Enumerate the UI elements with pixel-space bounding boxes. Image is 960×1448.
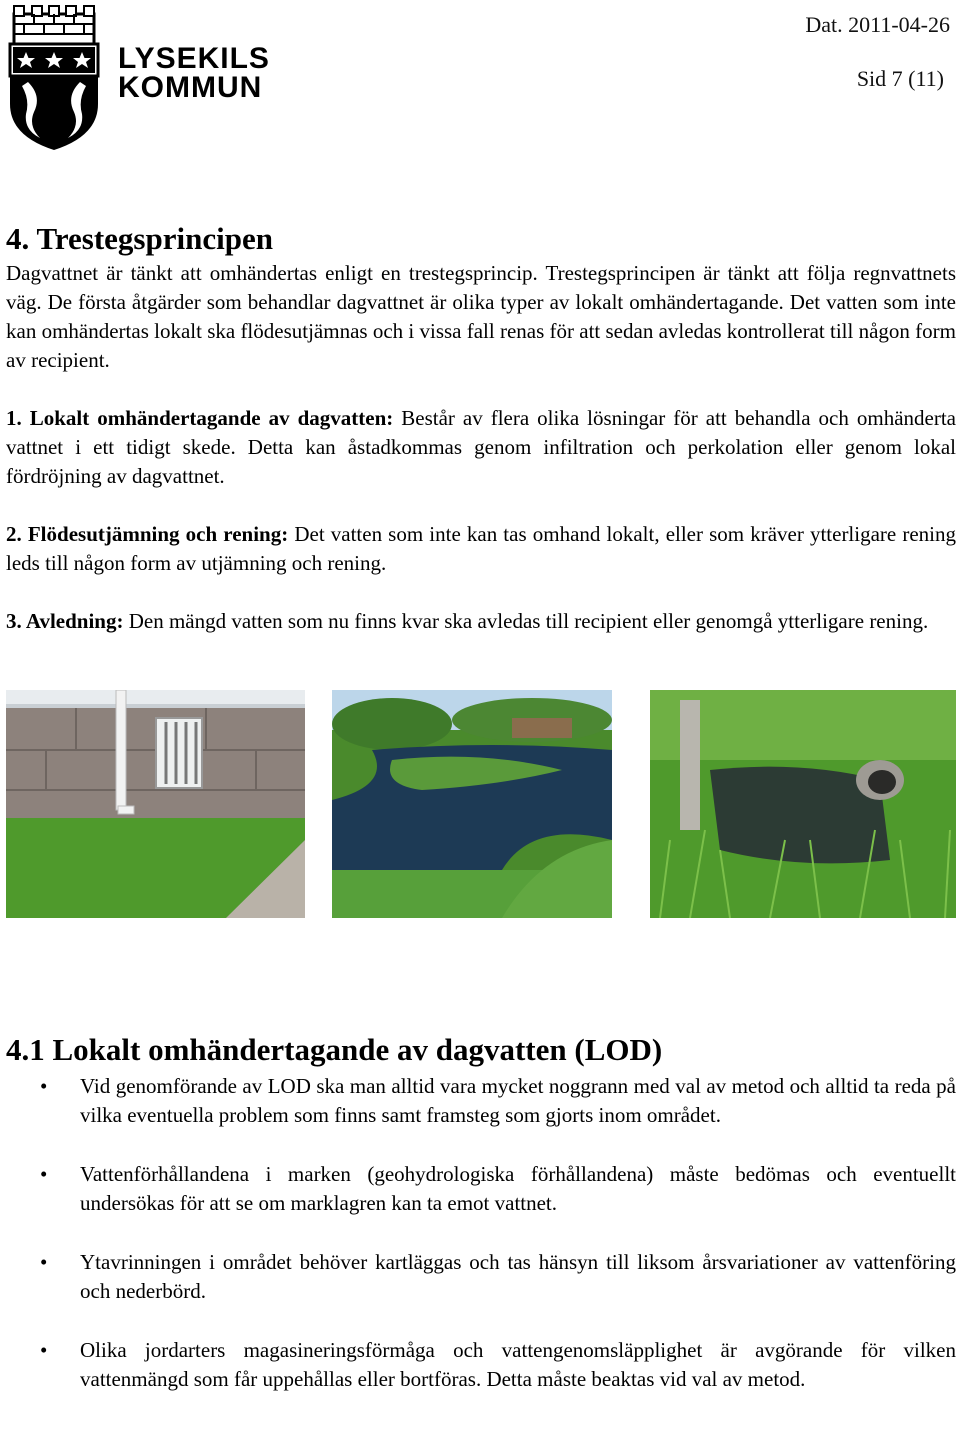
list-item xyxy=(0,1248,956,1306)
step-2-text: Det vatten som inte kan tas omhand lokalt, eller som kräver ytterligare rening leds till någon form av utjämning och rening. xyxy=(6,522,956,575)
step-1-text: Består av flera olika lösningar för att behandla och omhänderta vattnet i ett tidigt skede. Detta kan åstadkommas genom infiltration och perkolation eller genom lokal fördröjning av dagvattnet. xyxy=(6,406,956,488)
list-item-text: Vid genomförande av LOD ska man alltid vara mycket noggrann med val av metod och alltid ta reda på vilka eventuella problem som finns samt framsteg som gjorts inom området. xyxy=(80,1074,956,1127)
step-3-label: 3. Avledning: xyxy=(6,609,124,633)
photo-house-downpipe xyxy=(6,690,305,918)
step-1-label: 1. Lokalt omhändertagande av dagvatten: xyxy=(6,406,394,430)
bullet-icon: • xyxy=(40,1162,48,1186)
list-item xyxy=(0,1160,956,1218)
subsection-title: 4.1 Lokalt omhändertagande av dagvatten (LOD) xyxy=(6,1032,663,1067)
photo-pond xyxy=(332,690,612,918)
section-title: 4. Trestegsprincipen xyxy=(6,221,273,256)
step-2 xyxy=(6,520,956,578)
list-item-text: Ytavrinningen i området behöver kartläggas och tas hänsyn till liksom årsvariationer av vattenföring och nederbörd. xyxy=(80,1250,956,1303)
logo-line2: KOMMUN xyxy=(118,71,263,104)
page-header xyxy=(0,0,960,160)
step-3 xyxy=(6,607,956,636)
list-item-text: Olika jordarters magasineringsförmåga och vattengenomsläpplighet är avgörande för vilken vattenmängd som får uppehållas eller bortföras. Detta måste beaktas vid val av metod. xyxy=(80,1338,956,1391)
list-item-text: Vattenförhållandena i marken (geohydrologiska förhållandena) måste bedömas och eventuellt undersökas för att se om marklagren kan ta emot vattnet. xyxy=(80,1162,956,1215)
bullet-icon: • xyxy=(40,1250,48,1274)
municipal-crest-icon xyxy=(6,4,102,152)
photo-culvert xyxy=(650,690,956,918)
step-3-text: Den mängd vatten som nu finns kvar ska avledas till recipient eller genomgå ytterligare rening. xyxy=(123,609,929,633)
municipality-logo-text xyxy=(118,44,270,102)
section-intro: Dagvattnet är tänkt att omhändertas enligt en trestegsprincip. Trestegsprincipen är tänkt att följa regnvattnets väg. De första åtgärder som behandlar dagvattnet är olika typer av lokalt omhändertagande. Det vatten som inte kan omhändertas lokalt ska flödesutjämnas och i vissa fall renas för att sedan avledas kontrollerat till någon form av recipient. xyxy=(6,261,956,372)
document-date: Dat. 2011-04-26 xyxy=(805,12,950,37)
photo-row xyxy=(6,690,956,918)
step-2-label: 2. Flödesutjämning och rening: xyxy=(6,522,289,546)
bullet-icon: • xyxy=(40,1074,48,1098)
bullet-icon: • xyxy=(40,1338,48,1362)
logo-line1: LYSEKILS xyxy=(118,42,270,75)
list-item xyxy=(0,1072,956,1130)
lod-bullet-list xyxy=(0,1072,956,1394)
list-item xyxy=(0,1336,956,1394)
step-1 xyxy=(6,404,956,491)
page-number: Sid 7 (11) xyxy=(856,66,944,91)
